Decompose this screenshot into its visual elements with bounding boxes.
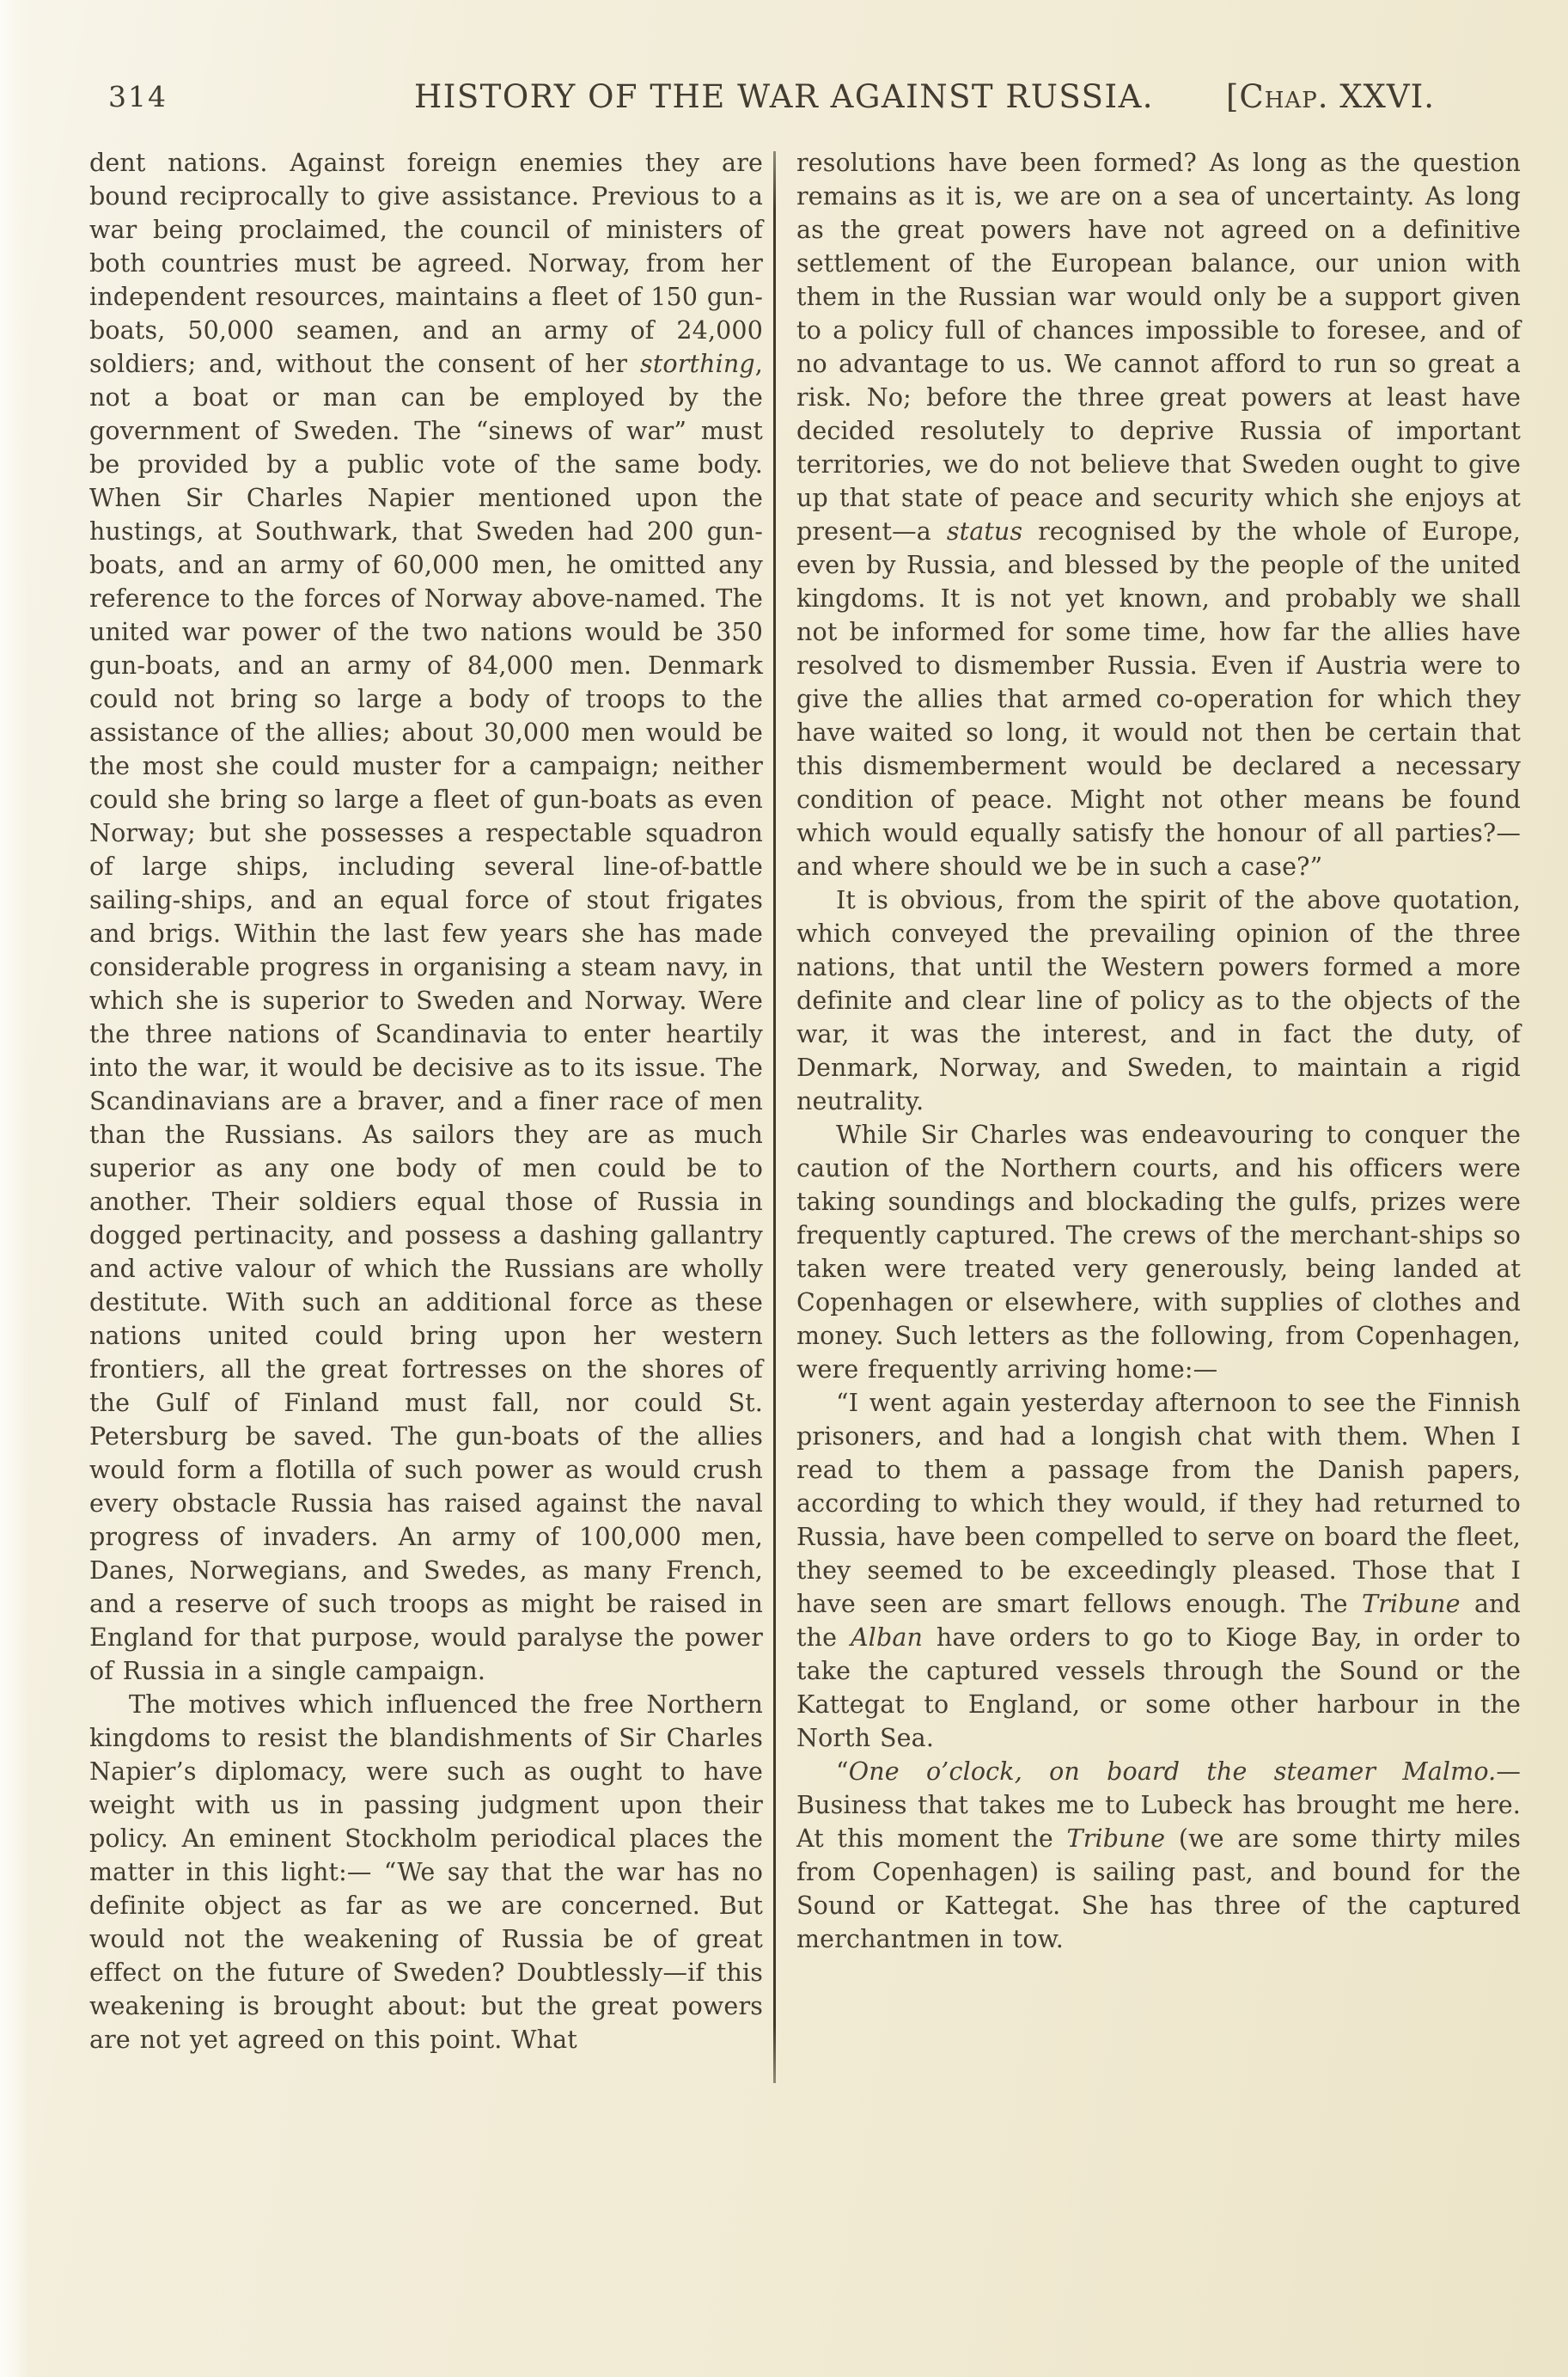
italic-text-segment: status xyxy=(946,517,1023,546)
italic-text-segment: Tribune xyxy=(1066,1824,1166,1853)
text-segment: dent nations. Against foreign enemies they are bound reciprocally to give assistance. Previous to a war being proclaimed, the council of ministers of both countries must be agreed. Norway, from her independent resources, maintains a fleet of 150 gun-boats, 50,000 seamen, and an army of 24,000 soldiers; and, without the consent of her xyxy=(89,149,764,378)
page-header xyxy=(0,77,1568,117)
italic-text-segment: One o’clock, on board the steamer Malmo. xyxy=(848,1757,1497,1786)
page-number: 314 xyxy=(108,80,168,113)
text-segment: and the xyxy=(796,1590,1522,1652)
paragraph xyxy=(796,1386,1521,1755)
paragraph xyxy=(796,883,1521,1118)
page-left-edge xyxy=(0,0,29,2377)
italic-text-segment: Tribune xyxy=(1362,1590,1461,1618)
paragraph xyxy=(796,146,1521,883)
text-segment: resolutions have been formed? As long as the question remains as it is, we are on a sea of uncertainty. As long as the great powers have not agreed on a definitive settlement of the European balance, our union with them in the Russian war would only be a support given to a policy full of chances impossible to foresee, and of no advantage to us. We cannot afford to run so great a risk. No; before the three great powers at least have decided resolutely to deprive Russia of important territories, we do not believe that Sweden ought to give up that state of peace and security which she enjoys at present—a xyxy=(796,149,1521,546)
italic-text-segment: storthing xyxy=(640,350,755,378)
paragraph xyxy=(89,1688,763,2056)
column-right xyxy=(796,146,1521,1956)
text-segment: The motives which influenced the free Northern kingdoms to resist the blandishments of Sir Charles Napier’s diplomacy, were such as ought to have weight with us in passing judgment upon their policy. An eminent Stockholm periodical places the matter in this light:— “We say that the war has no definite object as far as we are concerned. But would not the weakening of Russia be of great effect on the future of Sweden? Doubtlessly—if this weakening is brought about: but the great powers are not yet agreed on this point. What xyxy=(89,1690,763,2054)
text-segment: It is obvious, from the spirit of the above quotation, which conveyed the prevailing opinion of the three nations, that until the Western powers formed a more definite and clear line of policy as to the objects of the war, it was the interest, and in fact the duty, of Denmark, Norway, and Sweden, to maintain a rigid neutrality. xyxy=(796,886,1521,1115)
text-segment: While Sir Charles was endeavouring to conquer the caution of the Northern courts, and his officers were taking soundings and blockading the gulfs, prizes were frequently captured. The crews of the merchant-ships so taken were treated very generously, being landed at Copenhagen or elsewhere, with supplies of clothes and money. Such letters as the following, from Copenhagen, were frequently arriving home:— xyxy=(796,1121,1521,1384)
italic-text-segment: Alban xyxy=(850,1623,923,1652)
text-segment: “ xyxy=(836,1757,849,1786)
text-segment: (we are some thirty miles from Copenhagen) is sailing past, and bound for the Sound or Kattegat. She has three of the captured merchantmen in tow. xyxy=(796,1824,1521,1953)
paragraph xyxy=(796,1755,1521,1956)
running-title: HISTORY OF THE WAR AGAINST RUSSIA. xyxy=(413,78,1155,115)
text-segment: recognised by the whole of Europe, even by Russia, and blessed by the people of the united kingdoms. It is not yet known, and probably we shall not be informed for some time, how far the allies have resolved to dismember Russia. Even if Austria were to give the allies that armed co-operation for which they have waited so long, it would not then be certain that this dismemberment would be declared a necessary condition of peace. Might not other means be found which would equally satisfy the honour of all parties?—and where should we be in such a case?” xyxy=(796,517,1521,881)
chapter-label: [Chap. XXVI. xyxy=(1226,78,1435,115)
text-segment: —Business that takes me to Lubeck has brought me here. At this moment the xyxy=(796,1757,1521,1853)
text-segment: , not a boat or man can be employed by the government of Sweden. The “sinews of war” must be provided by a public vote of the same body. When Sir Charles Napier mentioned upon the hustings, at Southwark, that Sweden had 200 gun-boats, and an army of 60,000 men, he omitted any reference to the forces of Norway above-named. The united war power of the two nations would be 350 gun-boats, and an army of 84,000 men. Denmark could not bring so large a body of troops to the assistance of the allies; about 30,000 men would be the most she could muster for a campaign; neither could she bring so large a fleet of gun-boats as even Norway; but she possesses a respectable squadron of large ships, including several line-of-battle sailing-ships, and an equal force of stout frigates and brigs. Within the last few years she has made considerable progress in organising a steam navy, in which she is superior to Sweden and Norway. Were the three nations of Scandinavia to enter heartily into the war, it would be decisive as to its issue. The Scandinavians are a braver, and a finer race of men than the Russians. As sailors they are as much superior as any one body of men could be to another. Their soldiers equal those of Russia in dogged pertinacity, and possess a dashing gallantry and active valour of which the Russians are wholly destitute. With such an additional force as these nations united could bring upon her western frontiers, all the great fortresses on the shores of the Gulf of Finland must fall, nor could St. Petersburg be saved. The gun-boats of the allies would form a flotilla of such power as would crush every obstacle Russia has raised against the naval progress of invaders. An army of 100,000 men, Danes, Norwegians, and Swedes, as many French, and a reserve of such troops as might be raised in England for that purpose, would paralyse the power of Russia in a single campaign. xyxy=(89,350,763,1685)
paragraph xyxy=(796,1118,1521,1386)
column-divider-rule xyxy=(773,151,776,2083)
text-segment: have orders to go to Kioge Bay, in order to take the captured vessels through the Sound or the Kattegat to England, or some other harbour in the North Sea. xyxy=(796,1623,1521,1752)
text-segment: “I went again yesterday afternoon to see the Finnish prisoners, and had a longish chat with them. When I read to them a passage from the Danish papers, according to which they would, if they had returned to Russia, have been compelled to serve on board the fleet, they seemed to be exceedingly pleased. Those that I have seen are smart fellows enough. The xyxy=(796,1389,1521,1618)
column-left xyxy=(89,146,763,2056)
paragraph xyxy=(89,146,763,1688)
